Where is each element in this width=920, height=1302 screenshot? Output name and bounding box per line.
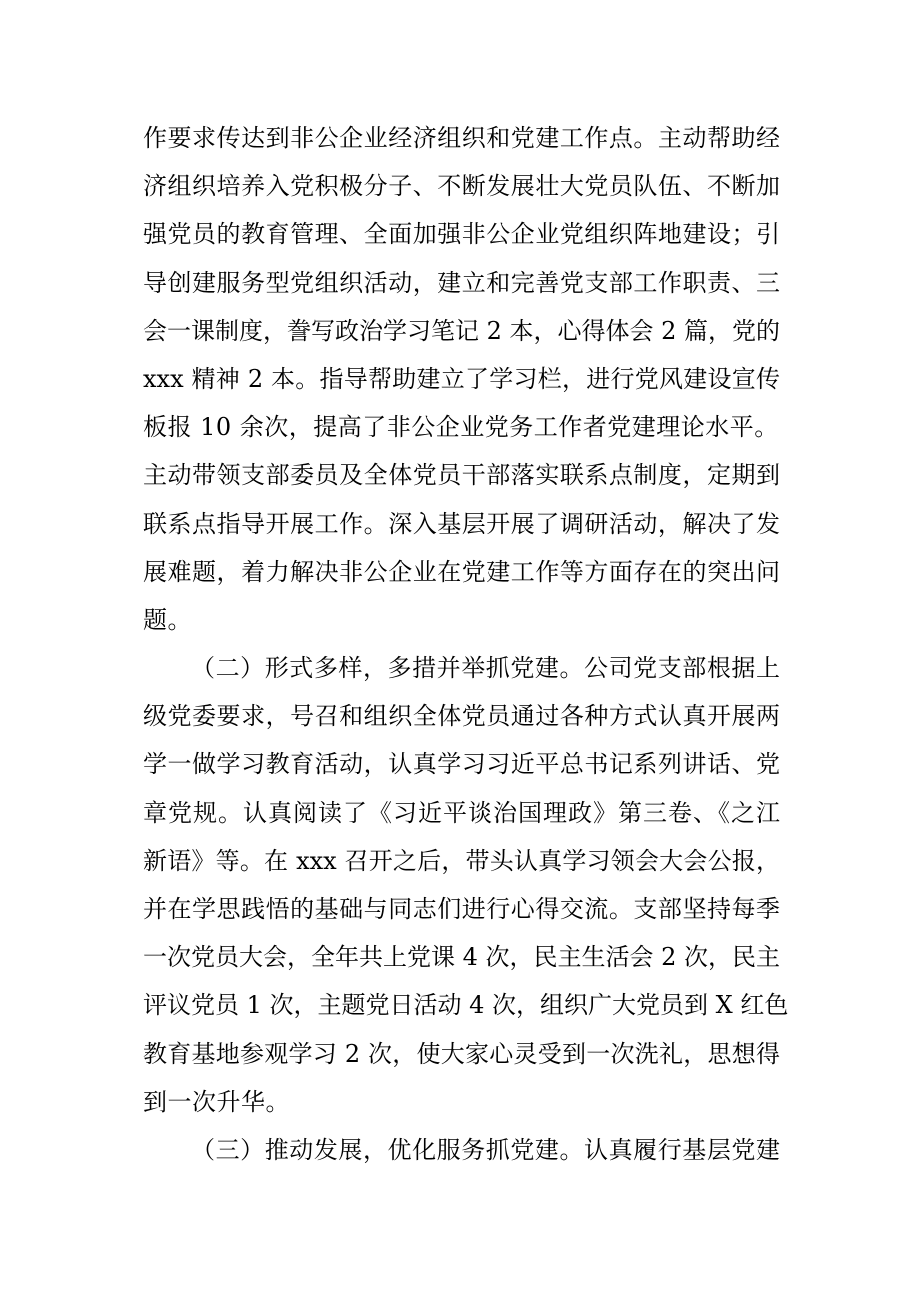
text-line: 会一课制度，誊写政治学习笔记 2 本，心得体会 2 篇，党的 (143, 316, 781, 345)
paragraph-section-3 (143, 1126, 780, 1174)
text-line: 展难题，着力解决非公企业在党建工作等方面存在的突出问 (143, 557, 780, 586)
text-line: xxx 精神 2 本。指导帮助建立了学习栏，进行党风建设宣传 (143, 364, 780, 393)
text-line: 级党委要求，号召和组织全体党员通过各种方式认真开展两 (143, 702, 780, 731)
text-line: 联系点指导开展工作。深入基层开展了调研活动，解决了发 (143, 509, 780, 538)
paragraph-section-2 (143, 644, 789, 1126)
text-line: 板报 10 余次，提高了非公企业党务工作者党建理论水平。 (143, 413, 779, 442)
text-line: 主动带领支部委员及全体党员干部落实联系点制度，定期到 (143, 461, 780, 490)
text-line: 一次党员大会，全年共上党课 4 次，民主生活会 2 次，民主 (143, 943, 781, 972)
text-line: 作要求传达到非公企业经济组织和党建工作点。主动帮助经 (143, 124, 780, 152)
text-line: 题。 (143, 605, 192, 634)
text-line: 新语》等。在 xxx 召开之后，带头认真学习领会大会公报， (143, 846, 780, 875)
paragraph-continued (143, 114, 780, 644)
document-body (143, 114, 789, 1174)
section-heading-line: （二）形式多样，多措并举抓党建。公司党支部根据上 (191, 654, 780, 683)
text-line: 章党规。认真阅读了《习近平谈治国理政》第三卷、《之江 (143, 798, 780, 827)
text-line: 导创建服务型党组织活动，建立和完善党支部工作职责、三 (143, 268, 780, 297)
section-heading-line: （三）推动发展，优化服务抓党建。认真履行基层党建 (191, 1135, 780, 1164)
text-line: 教育基地参观学习 2 次，使大家心灵受到一次洗礼，思想得 (143, 1039, 780, 1068)
text-line: 评议党员 1 次，主题党日活动 4 次，组织广大党员到 X 红色 (143, 991, 789, 1020)
text-line: 学一做学习教育活动，认真学习习近平总书记系列讲话、党 (143, 750, 780, 779)
text-line: 到一次升华。 (143, 1087, 290, 1116)
text-line: 强党员的教育管理、全面加强非公企业党组织阵地建设；引 (143, 220, 780, 249)
text-line: 济组织培养入党积极分子、不断发展壮大党员队伍、不断加 (143, 172, 780, 201)
text-line: 并在学思践悟的基础与同志们进行心得交流。支部坚持每季 (143, 895, 780, 923)
